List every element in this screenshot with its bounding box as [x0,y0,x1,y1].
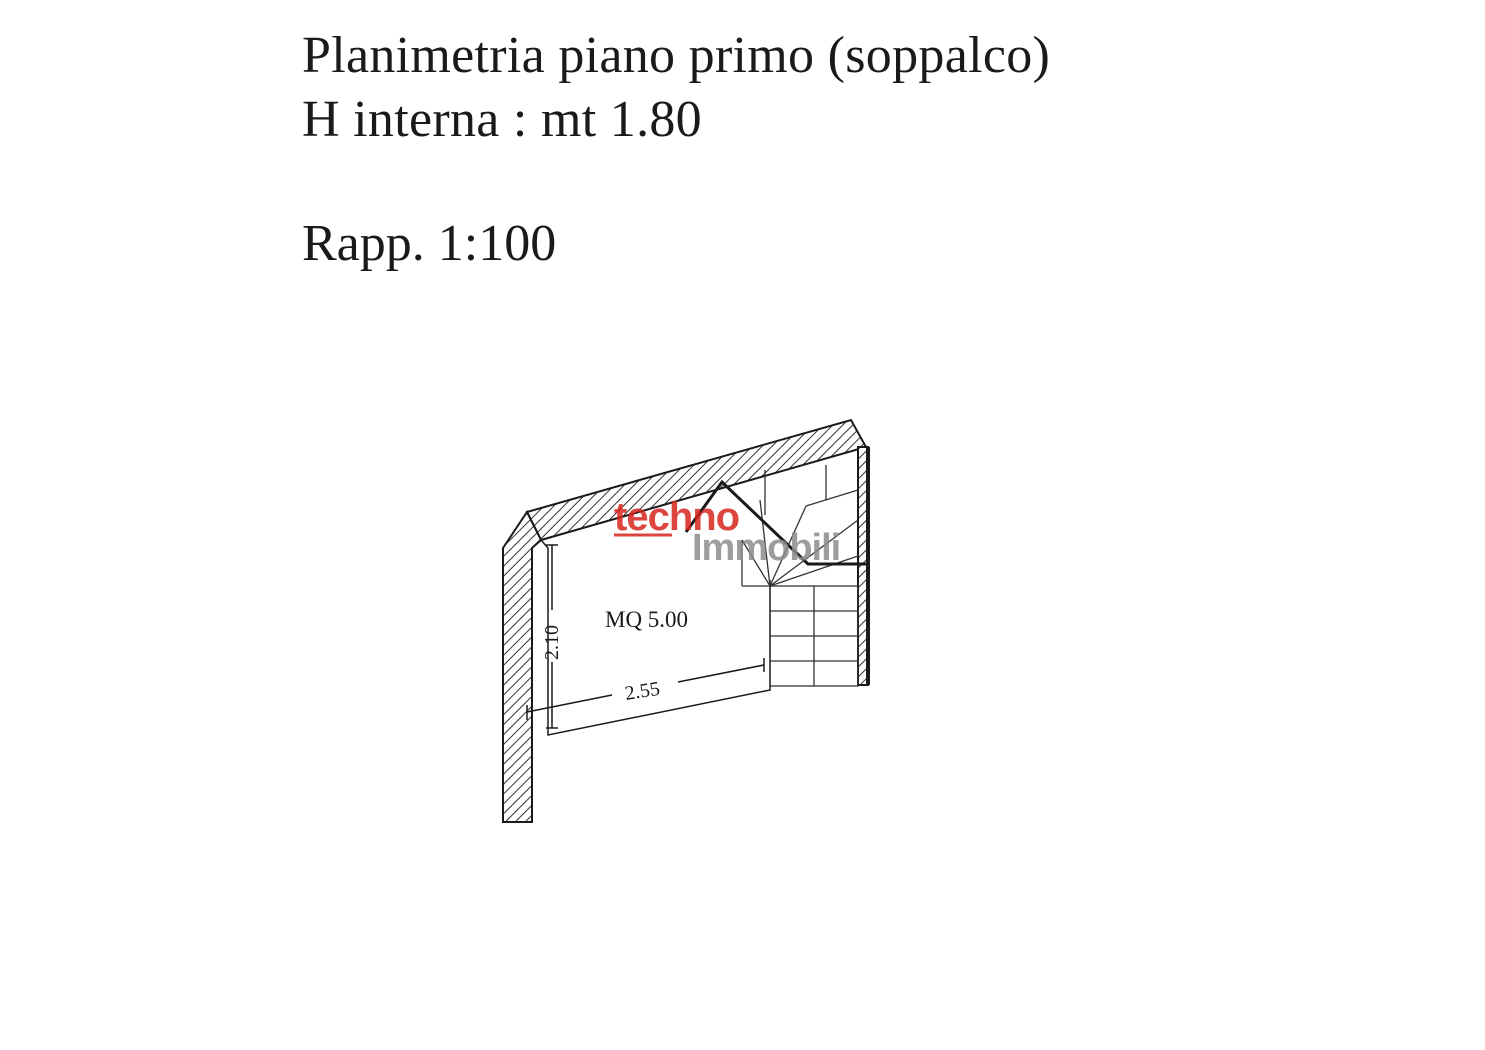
watermark-line2: Immobili [692,527,841,569]
plan-title: Planimetria piano primo (soppalco) [302,27,1051,84]
scale-note: Rapp. 1:100 [302,215,557,272]
room-outline [541,540,770,735]
watermark-line1: techno [614,495,740,539]
staircase [742,465,858,686]
dimension-height-label: 2.10 [541,625,563,660]
room-area-label: MQ 5.00 [605,607,689,632]
left-wall [503,512,541,822]
internal-height-note: H interna : mt 1.80 [302,91,702,148]
dimension-width-label: 2.55 [623,677,662,705]
